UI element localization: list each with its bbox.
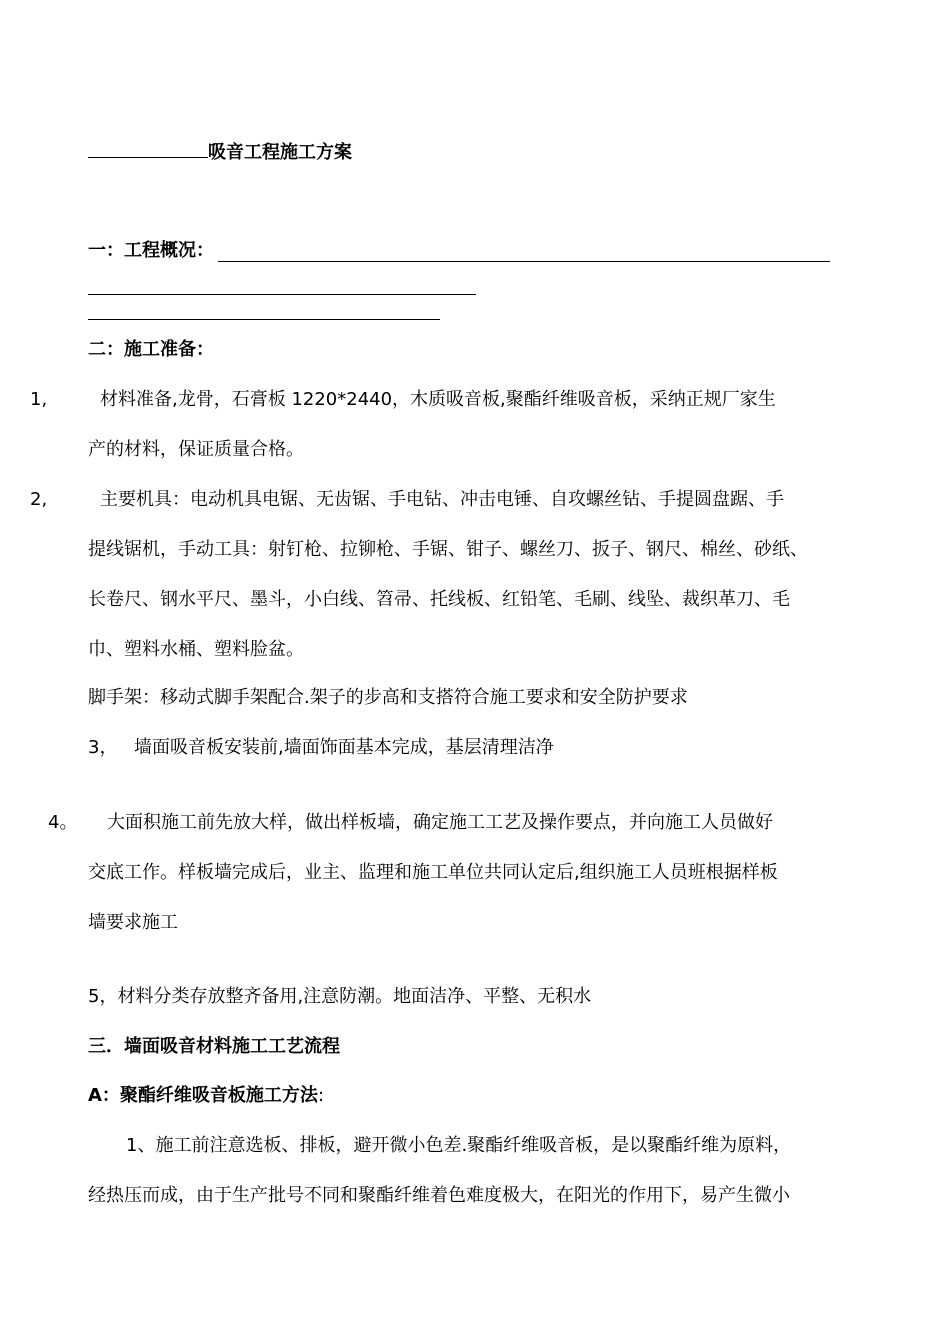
subsection-a-heading	[88, 1084, 324, 1108]
item2-line2: 提线锯机，手动工具：射钉枪、拉铆枪、手锯、钳子、螺丝刀、扳子、钢尺、棉丝、砂纸、	[88, 539, 808, 560]
title-text: 吸音工程施工方案	[208, 142, 352, 163]
subsection-a-label: A：聚酯纤维吸音板施工方法	[88, 1085, 318, 1106]
document-title	[88, 139, 352, 165]
item1-line2: 产的材料，保证质量合格。	[88, 439, 304, 460]
section3-heading: 三．墙面吸音材料施工工艺流程	[88, 1036, 340, 1057]
section1-heading-text: 一：工程概况：	[88, 240, 214, 261]
overview-blank-line-2	[88, 294, 476, 295]
item4-line2: 交底工作。样板墙完成后，业主、监理和施工单位共同认定后,组织施工人员班根据样板	[88, 862, 778, 883]
item2-number: 2,	[30, 489, 48, 510]
overview-blank-line-1	[218, 261, 830, 262]
item1-number: 1,	[30, 389, 48, 410]
item4-line1: 大面积施工前先放大样，做出样板墙，确定施工工艺及操作要点，并向施工人员做好	[107, 812, 773, 833]
item4-number: 4。	[48, 812, 78, 833]
item2-line1: 主要机具：电动机具电锯、无齿锯、手电钻、冲击电锤、自攻螺丝钻、手提圆盘踞、手	[100, 489, 784, 510]
item3-number: 3，	[88, 737, 118, 758]
para1-line2: 经热压而成，由于生产批号不同和聚酯纤维着色难度极大，在阳光的作用下，易产生微小	[88, 1185, 790, 1206]
subsection-a-colon: :	[317, 1085, 325, 1106]
title-blank	[88, 139, 208, 158]
section1-heading	[88, 239, 214, 263]
item3-text: 墙面吸音板安装前,墙面饰面基本完成，基层清理洁净	[134, 737, 554, 758]
section2-heading: 二：施工准备：	[88, 339, 214, 360]
para1-line1: 1、施工前注意选板、排板，避开微小色差.聚酯纤维吸音板，是以聚酯纤维为原料，	[126, 1135, 792, 1156]
overview-blank-line-3	[88, 319, 440, 320]
item2-line3: 长卷尺、钢水平尺、墨斗，小白线、笤帚、托线板、红铅笔、毛刷、线坠、裁织革刀、毛	[88, 589, 790, 610]
item5-line: 5，材料分类存放整齐备用,注意防潮。地面洁净、平整、无积水	[88, 986, 592, 1007]
item4-line3: 墙要求施工	[88, 912, 178, 933]
item2-line4: 巾、塑料水桶、塑料脸盆。	[88, 639, 304, 660]
scaffold-line: 脚手架：移动式脚手架配合.架子的步高和支搭符合施工要求和安全防护要求	[88, 687, 688, 708]
item1-line1: 材料准备,龙骨，石膏板 1220*2440，木质吸音板,聚酯纤维吸音板，采纳正规厂家生	[100, 389, 776, 410]
